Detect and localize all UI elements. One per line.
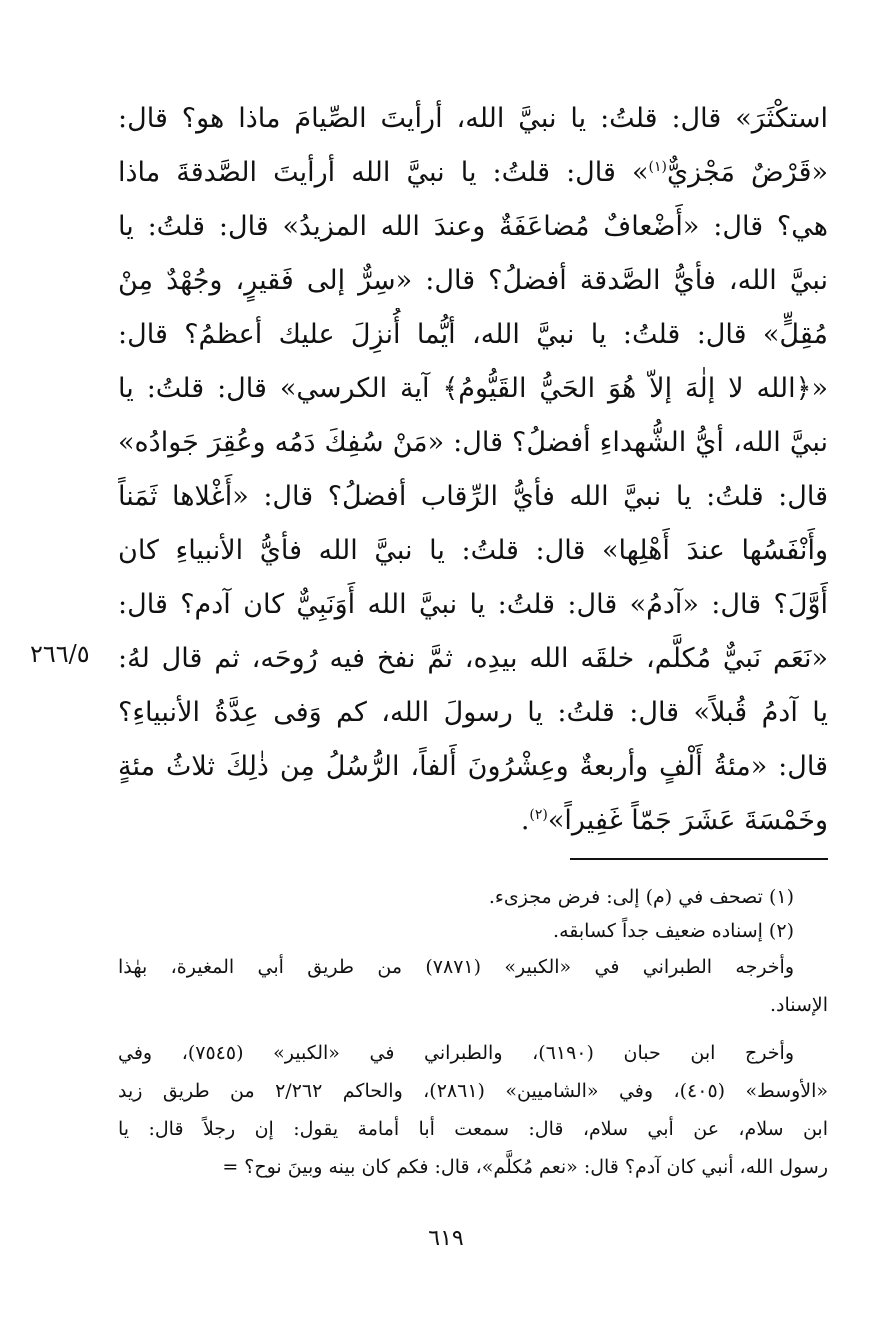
main-line-6: «﴿الله لا إلٰهَ إلاّ هُوَ الحَيُّ القَيُّومُ﴾ آية الكرسي» قال: قلتُ: يا [118,373,828,404]
footnotes [118,880,828,1186]
main-line-9: وأَنْفَسُها عندَ أَهْلِها» قال: قلتُ: يا نبيَّ الله فأيُّ الأنبياءِ كان [118,535,828,566]
footnote-para-2-line-4: رسول الله، أنبي كان آدم؟ قال: «نعم مُكلَّم»، قال: فكم كان بينه وبينَ نوح؟ = [222,1156,828,1178]
footnote-para-1-line-2: الإسناد. [769,994,828,1016]
main-line-2-start: «قَرْضٌ مَجْزيٌّ [667,157,828,188]
main-line-2-end: » قال: قلتُ: يا نبيَّ الله أرأيتَ الصَّدقةَ ماذا [118,157,649,188]
page-number: ٦١٩ [428,1226,464,1251]
footnote-ref-2[interactable]: (٢) [529,807,548,823]
main-line-4: نبيَّ الله، فأيُّ الصَّدقة أفضلُ؟ قال: «سِرٌّ إلى فَقيرٍ، وجُهْدٌ مِنْ [118,265,828,296]
main-line-12: يا آدمُ قُبلاً» قال: قلتُ: يا رسولَ الله، كم وَفى عِدَّةُ الأنبياءِ؟ [118,697,828,728]
main-line-8: قال: قلتُ: يا نبيَّ الله فأيُّ الرِّقاب أفضلُ؟ قال: «أَغْلاها ثَمَناً [118,481,828,512]
main-line-14-end: . [520,805,530,836]
paragraph-gap [118,1024,828,1034]
main-line-14-text: وخَمْسَةَ عَشَرَ جَمّاً غَفِيراً» [547,805,828,836]
main-line-5: مُقِلٍّ» قال: قلتُ: يا نبيَّ الله، أيُّما أُنزِلَ عليك أعظمُ؟ قال: [118,319,828,350]
main-text [118,92,828,848]
main-line-13: قال: «مئةُ أَلْفٍ وأربعةٌ وعِشْرُونَ أَلفاً، الرُّسُلُ مِن ذٰلِكَ ثلاثُ مئةٍ [118,751,828,782]
main-line-3: هي؟ قال: «أَضْعافٌ مُضاعَفَةٌ وعندَ الله المزيدُ» قال: قلتُ: يا [118,211,828,242]
footnote-para-2-line-3: ابن سلام، عن أبي سلام، قال: سمعت أبا أمامة يقول: إن رجلاً قال: يا [118,1118,828,1140]
footnote-ref-1[interactable]: (١) [648,159,668,175]
margin-reference: ٢٦٦/٥ [30,640,90,668]
footnote-2: (٢) إسناده ضعيف جداً كسابقه. [553,920,794,942]
footnote-para-2-line-2: «الأوسط» (٤٠٥)، وفي «الشاميين» (٢٨٦١)، والحاكم ٢/٢٦٢ من طريق زيد [118,1080,828,1102]
footnote-para-1-line-1: وأخرجه الطبراني في «الكبير» (٧٨٧١) من طريق أبي المغيرة، بهٰذا [118,956,794,978]
main-line-14 [118,794,828,848]
main-line-7: نبيَّ الله، أيُّ الشُّهداءِ أفضلُ؟ قال: «مَنْ سُفِكَ دَمُه وعُقِرَ جَوادُه» [118,427,828,458]
main-line-11: «نَعَم نَبيٌّ مُكلَّم، خلقَه الله بيدِه، ثمَّ نفخ فيه رُوحَه، ثم قال لهُ: [118,643,828,674]
footnote-para-2-line-1: وأخرج ابن حبان (٦١٩٠)، والطبراني في «الكبير» (٧٥٤٥)، وفي [118,1042,794,1064]
main-line-2 [118,146,828,200]
main-line-1: استكْثَرَ» قال: قلتُ: يا نبيَّ الله، أرأيتَ الصِّيامَ ماذا هو؟ قال: [118,103,828,134]
main-line-10: أَوَّلَ؟ قال: «آدمُ» قال: قلتُ: يا نبيَّ الله أَوَنَبِيٌّ كان آدم؟ قال: [118,589,828,620]
footnote-divider [570,858,828,860]
footnote-1: (١) تصحف في (م) إلى: فرض مجزىء. [488,886,794,908]
